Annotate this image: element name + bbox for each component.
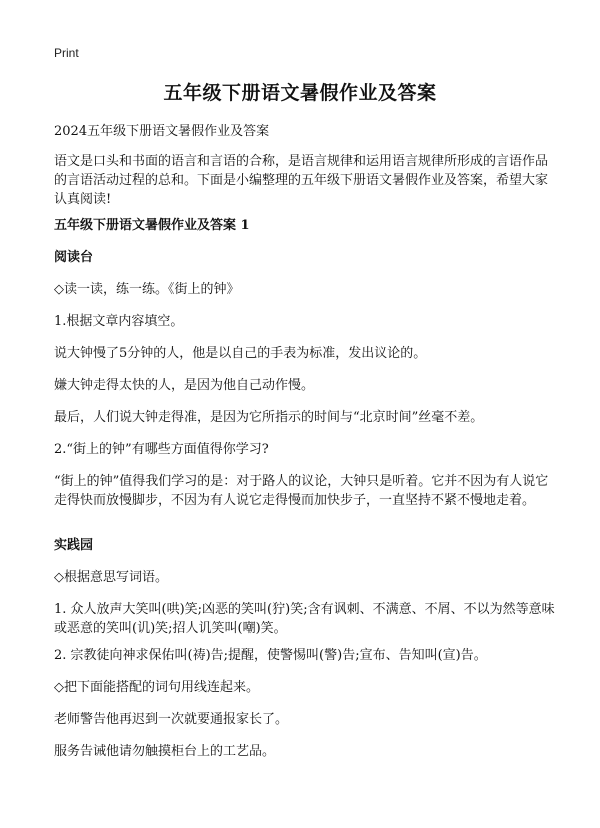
question-1: 1.根据文章内容填空。 <box>54 314 184 329</box>
match-line-1: 老师警告他再迟到一次就要通报家长了。 <box>54 712 289 727</box>
practice-task-1: ◇根据意思写词语。 <box>54 570 168 585</box>
answer-1b: 嫌大钟走得太快的人，是因为他自己动作慢。 <box>54 378 315 393</box>
reading-heading: 阅读台 <box>54 250 94 265</box>
practice-item-1: 1. 众人放声大笑叫(哄)笑;凶恶的笑叫(狞)笑;含有讽刺、不满意、不屑、不以为然等意味或恶意的笑叫(讥)笑;招人讥笑叫(嘲)笑。 <box>54 602 555 636</box>
answer-1c: 最后，人们说大钟走得准，是因为它所指示的时间与“北京时间”丝毫不差。 <box>54 410 484 425</box>
answer-1a: 说大钟慢了5分钟的人，他是以自己的手表为标准，发出议论的。 <box>54 346 427 361</box>
question-2: 2.“街上的钟”有哪些方面值得你学习? <box>54 442 269 457</box>
article-subtitle: 2024五年级下册语文暑假作业及答案 <box>54 124 270 139</box>
practice-task-2: ◇把下面能搭配的词句用线连起来。 <box>54 680 259 695</box>
reading-task: ◇读一读，练一练。《街上的钟》 <box>54 282 240 297</box>
print-link[interactable]: Print <box>54 46 79 60</box>
practice-heading: 实践园 <box>54 538 94 553</box>
intro-paragraph: 语文是口头和书面的语言和言语的合称，是语言规律和运用语言规律所形成的言语作品的言语活动过程的总和。下面是小编整理的五年级下册语文暑假作业及答案，希望大家认真阅读! <box>54 154 549 207</box>
match-line-2: 服务告诫他请勿触摸柜台上的工艺品。 <box>54 744 276 759</box>
section-heading: 五年级下册语文暑假作业及答案 1 <box>54 218 250 233</box>
page-title: 五年级下册语文暑假作业及答案 <box>163 82 437 104</box>
answer-2: “街上的钟”值得我们学习的是：对于路人的议论，大钟只是听着。它并不因为有人说它走得快而放慢脚步，不因为有人说它走得慢而加快步子，一直坚持不紧不慢地走着。 <box>54 474 549 508</box>
practice-item-2: 2. 宗教徒向神求保佑叫(祷)告;提醒，使警惕叫(警)告;宣布、告知叫(宣)告。 <box>54 648 487 663</box>
